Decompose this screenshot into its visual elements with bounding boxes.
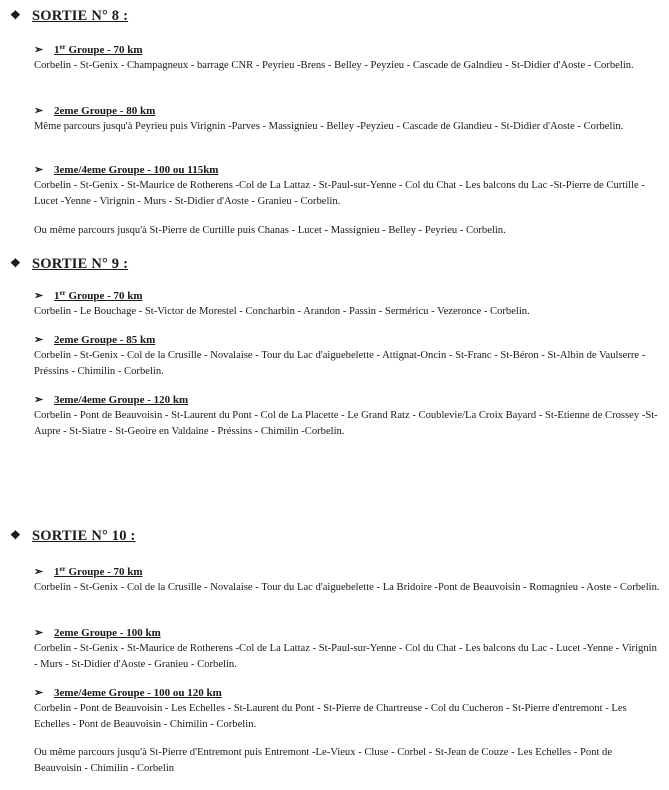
diamond-bullet-icon: ❖ [10, 256, 21, 270]
sortie-8-alternative: Ou même parcours jusqu'à St-Pierre de Curtille puis Chanas - Lucet - Massignieu - Belley - Peyrieu - Corbelin. [34, 225, 506, 236]
group-title: ➢ 1er Groupe - 70 km [34, 289, 143, 302]
group-title: ➢ 1er Groupe - 70 km [34, 565, 143, 578]
sortie-10-alternative: Ou même parcours jusqu'à St-Pierre d'Entremont puis Entremont -Le-Vieux - Cluse - Corbel - St-Jean de Couze - Les Echelles - Pont de Beauvoisin - Chimilin - Corbelin [34, 747, 613, 774]
sortie-10-title: ❖ SORTIE N° 10 : [10, 528, 136, 544]
group-title: ➢ 2eme Groupe - 80 km [34, 105, 156, 117]
route-text: Corbelin - Pont de Beauvoisin - St-Laurent du Pont - Col de La Placette - Le Grand Ratz - Coublevie/La Croix Bayard - St-Etienne de Crossey -St-Aupre - St-Siatre - St-Geoire en Valdaine - Préssins - Chimilin -Corbelin. [34, 410, 658, 437]
diamond-bullet-icon: ❖ [10, 8, 21, 22]
route-text: Même parcours jusqu'à Peyrieu puis Virignin -Parves - Massignieu - Belley -Peyzieu - Cascade de Glandieu - St-Didier d'Aoste - Corbelin. [34, 121, 624, 132]
group-title: ➢ 2eme Groupe - 100 km [34, 627, 161, 639]
route-text: Corbelin - St-Genix - Champagneux - barrage CNR - Peyrieu -Brens - Belley - Peyzieu - Cascade de Galndieu - St-Didier d'Aoste - Corbelin. [34, 60, 634, 71]
sortie-9-title: ❖ SORTIE N° 9 : [10, 256, 129, 272]
arrow-bullet-icon: ➢ [34, 105, 44, 117]
group-title: ➢ 1er Groupe - 70 km [34, 43, 143, 56]
sortie-10-group-3 [34, 686, 660, 732]
sortie-9-group-1 [34, 289, 660, 320]
arrow-bullet-icon: ➢ [34, 290, 44, 302]
sortie-8-title: ❖ SORTIE N° 8 : [10, 8, 129, 24]
arrow-bullet-icon: ➢ [34, 164, 44, 176]
arrow-bullet-icon: ➢ [34, 627, 44, 639]
arrow-bullet-icon: ➢ [34, 566, 44, 578]
route-text: Corbelin - St-Genix - St-Maurice de Rotherens -Col de La Lattaz - St-Paul-sur-Yenne - Col du Chat - Les balcons du Lac - Lucet -Yenne - Virignin - Murs - St-Didier d'Aoste - Granieu - Corbelin. [34, 643, 657, 670]
sortie-8-group-3 [34, 163, 660, 209]
group-title: ➢ 2eme Groupe - 85 km [34, 334, 156, 346]
sortie-10-group-2 [34, 626, 660, 672]
route-text: Corbelin - St-Genix - St-Maurice de Rotherens -Col de La Lattaz - St-Paul-sur-Yenne - Col du Chat - Les balcons du Lac -St-Pierre de Curtille -Lucet -Yenne - Virignin - Murs - St-Didier d'Aoste - Granieu - Corbelin. [34, 180, 645, 207]
sortie-10-group-1 [34, 565, 660, 596]
sortie-9-group-3 [34, 393, 660, 439]
group-title: ➢ 3eme/4eme Groupe - 100 ou 120 km [34, 687, 222, 699]
sortie-8-group-1 [34, 43, 660, 74]
sortie-8-group-2 [34, 104, 660, 135]
arrow-bullet-icon: ➢ [34, 394, 44, 406]
arrow-bullet-icon: ➢ [34, 687, 44, 699]
route-text: Corbelin - St-Genix - Col de la Crusille - Novalaise - Tour du Lac d'aiguebelette - La Bridoire -Pont de Beauvoisin - Romagnieu - Aoste - Corbelin. [34, 582, 660, 593]
route-text: Corbelin - St-Genix - Col de la Crusille - Novalaise - Tour du Lac d'aiguebelette - Attignat-Oncin - St-Franc - St-Béron - St-Albin de Vaulserre - Préssins - Chimilin - Corbelin. [34, 350, 646, 377]
group-title: ➢ 3eme/4eme Groupe - 120 km [34, 394, 189, 406]
arrow-bullet-icon: ➢ [34, 334, 44, 346]
diamond-bullet-icon: ❖ [10, 528, 21, 542]
sortie-9-group-2 [34, 333, 660, 379]
route-text: Corbelin - Le Bouchage - St-Victor de Morestel - Concharbin - Arandon - Passin - Serméricu - Vezeronce - Corbelin. [34, 306, 530, 317]
route-text: Corbelin - Pont de Beauvoisin - Les Echelles - St-Laurent du Pont - St-Pierre de Chartreuse - Col du Cucheron - St-Pierre d'entremont - Les Echelles - Pont de Beauvoisin - Chimilin - Corbelin. [34, 703, 627, 730]
group-title: ➢ 3eme/4eme Groupe - 100 ou 115km [34, 164, 219, 176]
arrow-bullet-icon: ➢ [34, 44, 44, 56]
